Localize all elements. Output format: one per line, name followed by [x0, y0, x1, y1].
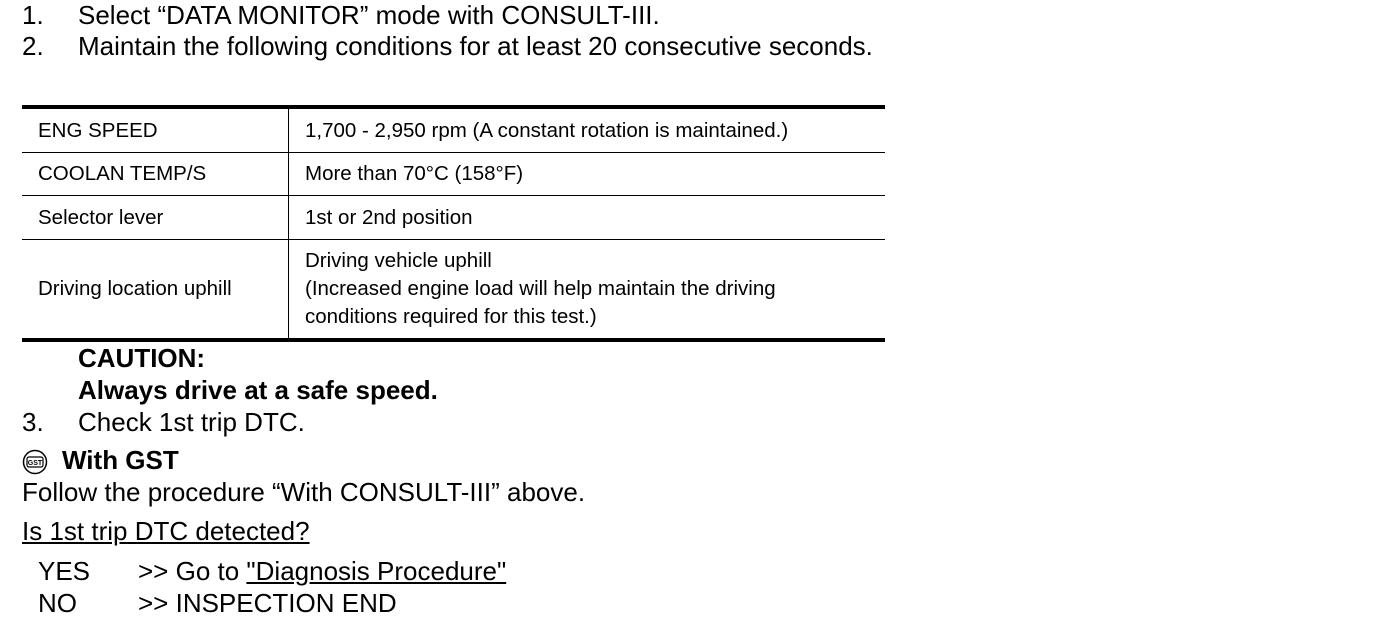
condition-item: COOLAN TEMP/S	[22, 153, 289, 196]
yes-label: YES	[38, 556, 91, 586]
step-text: Check 1st trip DTC.	[78, 407, 305, 437]
table-row	[22, 153, 885, 196]
table-row	[22, 196, 885, 240]
step-number: 3.	[22, 407, 44, 437]
yes-prefix: >> Go to	[138, 556, 247, 586]
condition-item: Selector lever	[22, 196, 289, 240]
with-gst-heading: With GST	[62, 445, 179, 475]
conditions-table	[22, 105, 885, 342]
answer-yes	[38, 556, 90, 586]
answer-no-action: >> INSPECTION END	[138, 588, 397, 618]
table-row	[22, 107, 885, 153]
answer-yes-action	[138, 556, 506, 586]
gst-instruction: Follow the procedure “With CONSULT-III” above.	[22, 477, 586, 507]
diagnosis-procedure-link[interactable]: "Diagnosis Procedure"	[246, 556, 507, 586]
condition-line: (Increased engine load will help maintain the driving	[305, 277, 776, 300]
table-row	[22, 240, 885, 341]
condition-value: 1st or 2nd position	[289, 196, 886, 240]
condition-value: 1,700 - 2,950 rpm (A constant rotation is maintained.)	[305, 118, 789, 142]
caution-text: Always drive at a safe speed.	[78, 375, 438, 405]
no-label: NO	[38, 588, 77, 618]
condition-item: Driving location uphill	[22, 240, 289, 341]
condition-value: More than 70°C (158°F)	[289, 153, 886, 196]
step-number: 1.	[22, 0, 44, 30]
answer-no	[38, 588, 77, 618]
step-text: Select “DATA MONITOR” mode with CONSULT-III.	[78, 0, 660, 30]
condition-value	[289, 240, 886, 341]
gst-icon	[22, 449, 48, 475]
caution-title: CAUTION:	[78, 343, 206, 373]
condition-line: conditions required for this test.)	[305, 305, 597, 328]
condition-line: Driving vehicle uphill	[305, 249, 492, 272]
step-text: Maintain the following conditions for at least 20 consecutive seconds.	[78, 31, 873, 61]
condition-item: ENG SPEED	[22, 107, 289, 153]
step-number: 2.	[22, 31, 44, 61]
gst-icon-label: GST	[27, 460, 43, 467]
question: Is 1st trip DTC detected?	[22, 516, 310, 546]
